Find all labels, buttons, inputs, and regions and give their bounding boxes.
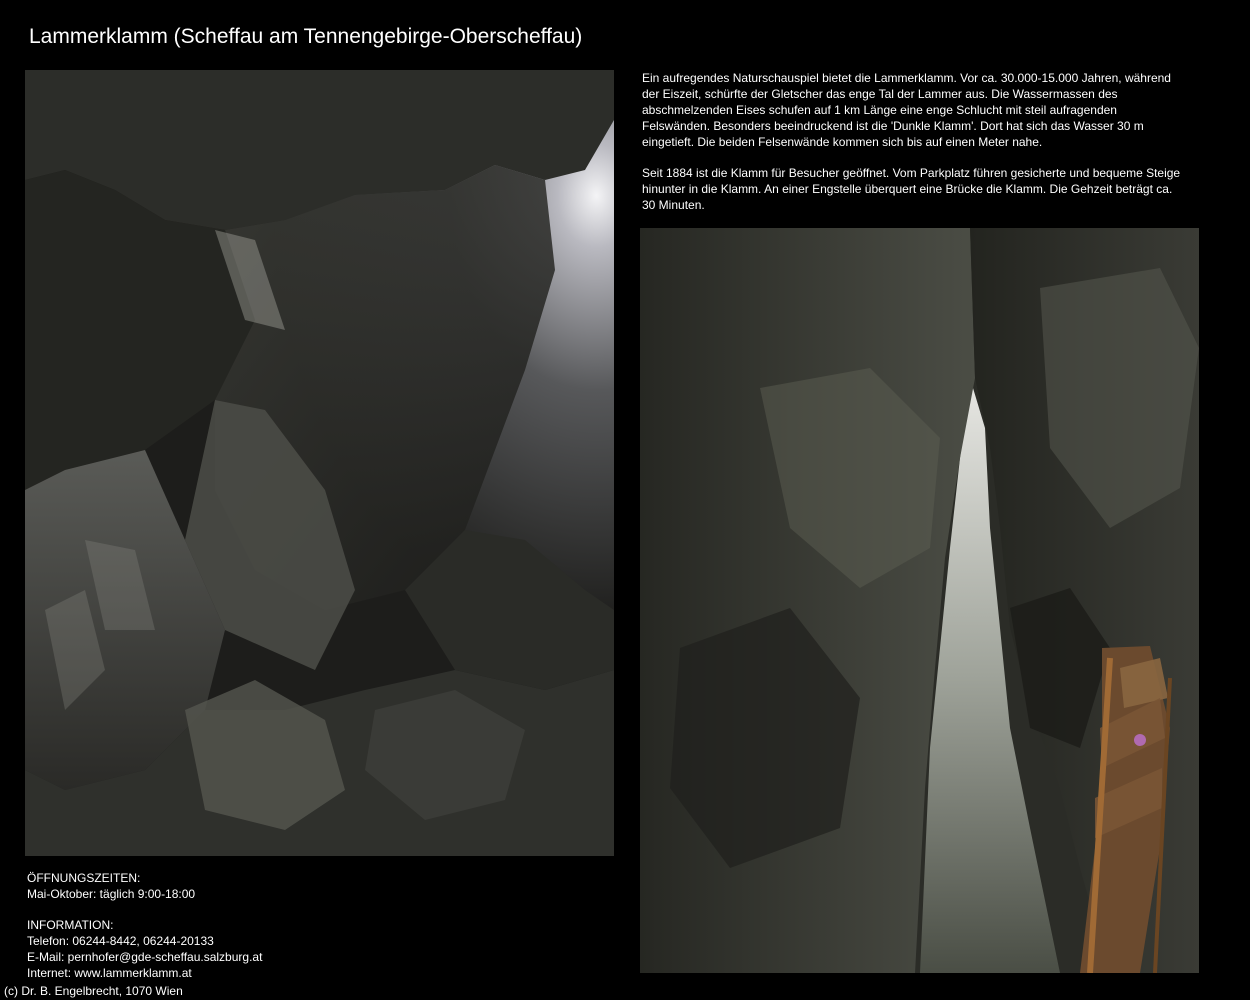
page-title: Lammerklamm (Scheffau am Tennengebirge-Oberscheffau)	[29, 25, 583, 48]
opening-hours-text: Mai-Oktober: täglich 9:00-18:00	[27, 887, 196, 901]
phone-text: Telefon: 06244-8442, 06244-20133	[27, 934, 214, 948]
description-paragraph-1: Ein aufregendes Naturschauspiel bietet die Lammerklamm. Vor ca. 30.000-15.000 Jahren, während der Eiszeit, schürfte der Gletscher das enge Tal der Lammer aus. Die Wassermassen des abschmelzenden Eises schufen auf 1 km Länge eine enge Schlucht mit steil aufragenden Felswänden. Besonders beeindruckend ist die 'Dunkle Klamm'. Dort hat sich das Wasser 30 m eingetieft. Die beiden Felsenwände kommen sich bis auf einen Meter nahe.	[642, 71, 1171, 149]
gorge-walkway-photo	[640, 228, 1199, 973]
copyright-footer: (c) Dr. B. Engelbrecht, 1070 Wien	[4, 984, 183, 998]
opening-hours-heading: ÖFFNUNGSZEITEN:	[27, 871, 141, 885]
description-paragraph-2: Seit 1884 ist die Klamm für Besucher geöffnet. Vom Parkplatz führen gesicherte und bequeme Steige hinunter in die Klamm. An einer Engstelle überquert eine Brücke die Klamm. Die Gehzeit beträgt ca. 30 Minuten.	[642, 166, 1181, 212]
email-text: E-Mail: pernhofer@gde-scheffau.salzburg.at	[27, 950, 263, 964]
internet-text: Internet: www.lammerklamm.at	[27, 966, 192, 980]
opening-hours-block	[27, 870, 262, 902]
information-heading: INFORMATION:	[27, 918, 114, 932]
info-section	[27, 870, 262, 996]
description	[642, 70, 1182, 228]
gorge-cave-photo	[25, 70, 614, 856]
contact-block	[27, 917, 262, 981]
